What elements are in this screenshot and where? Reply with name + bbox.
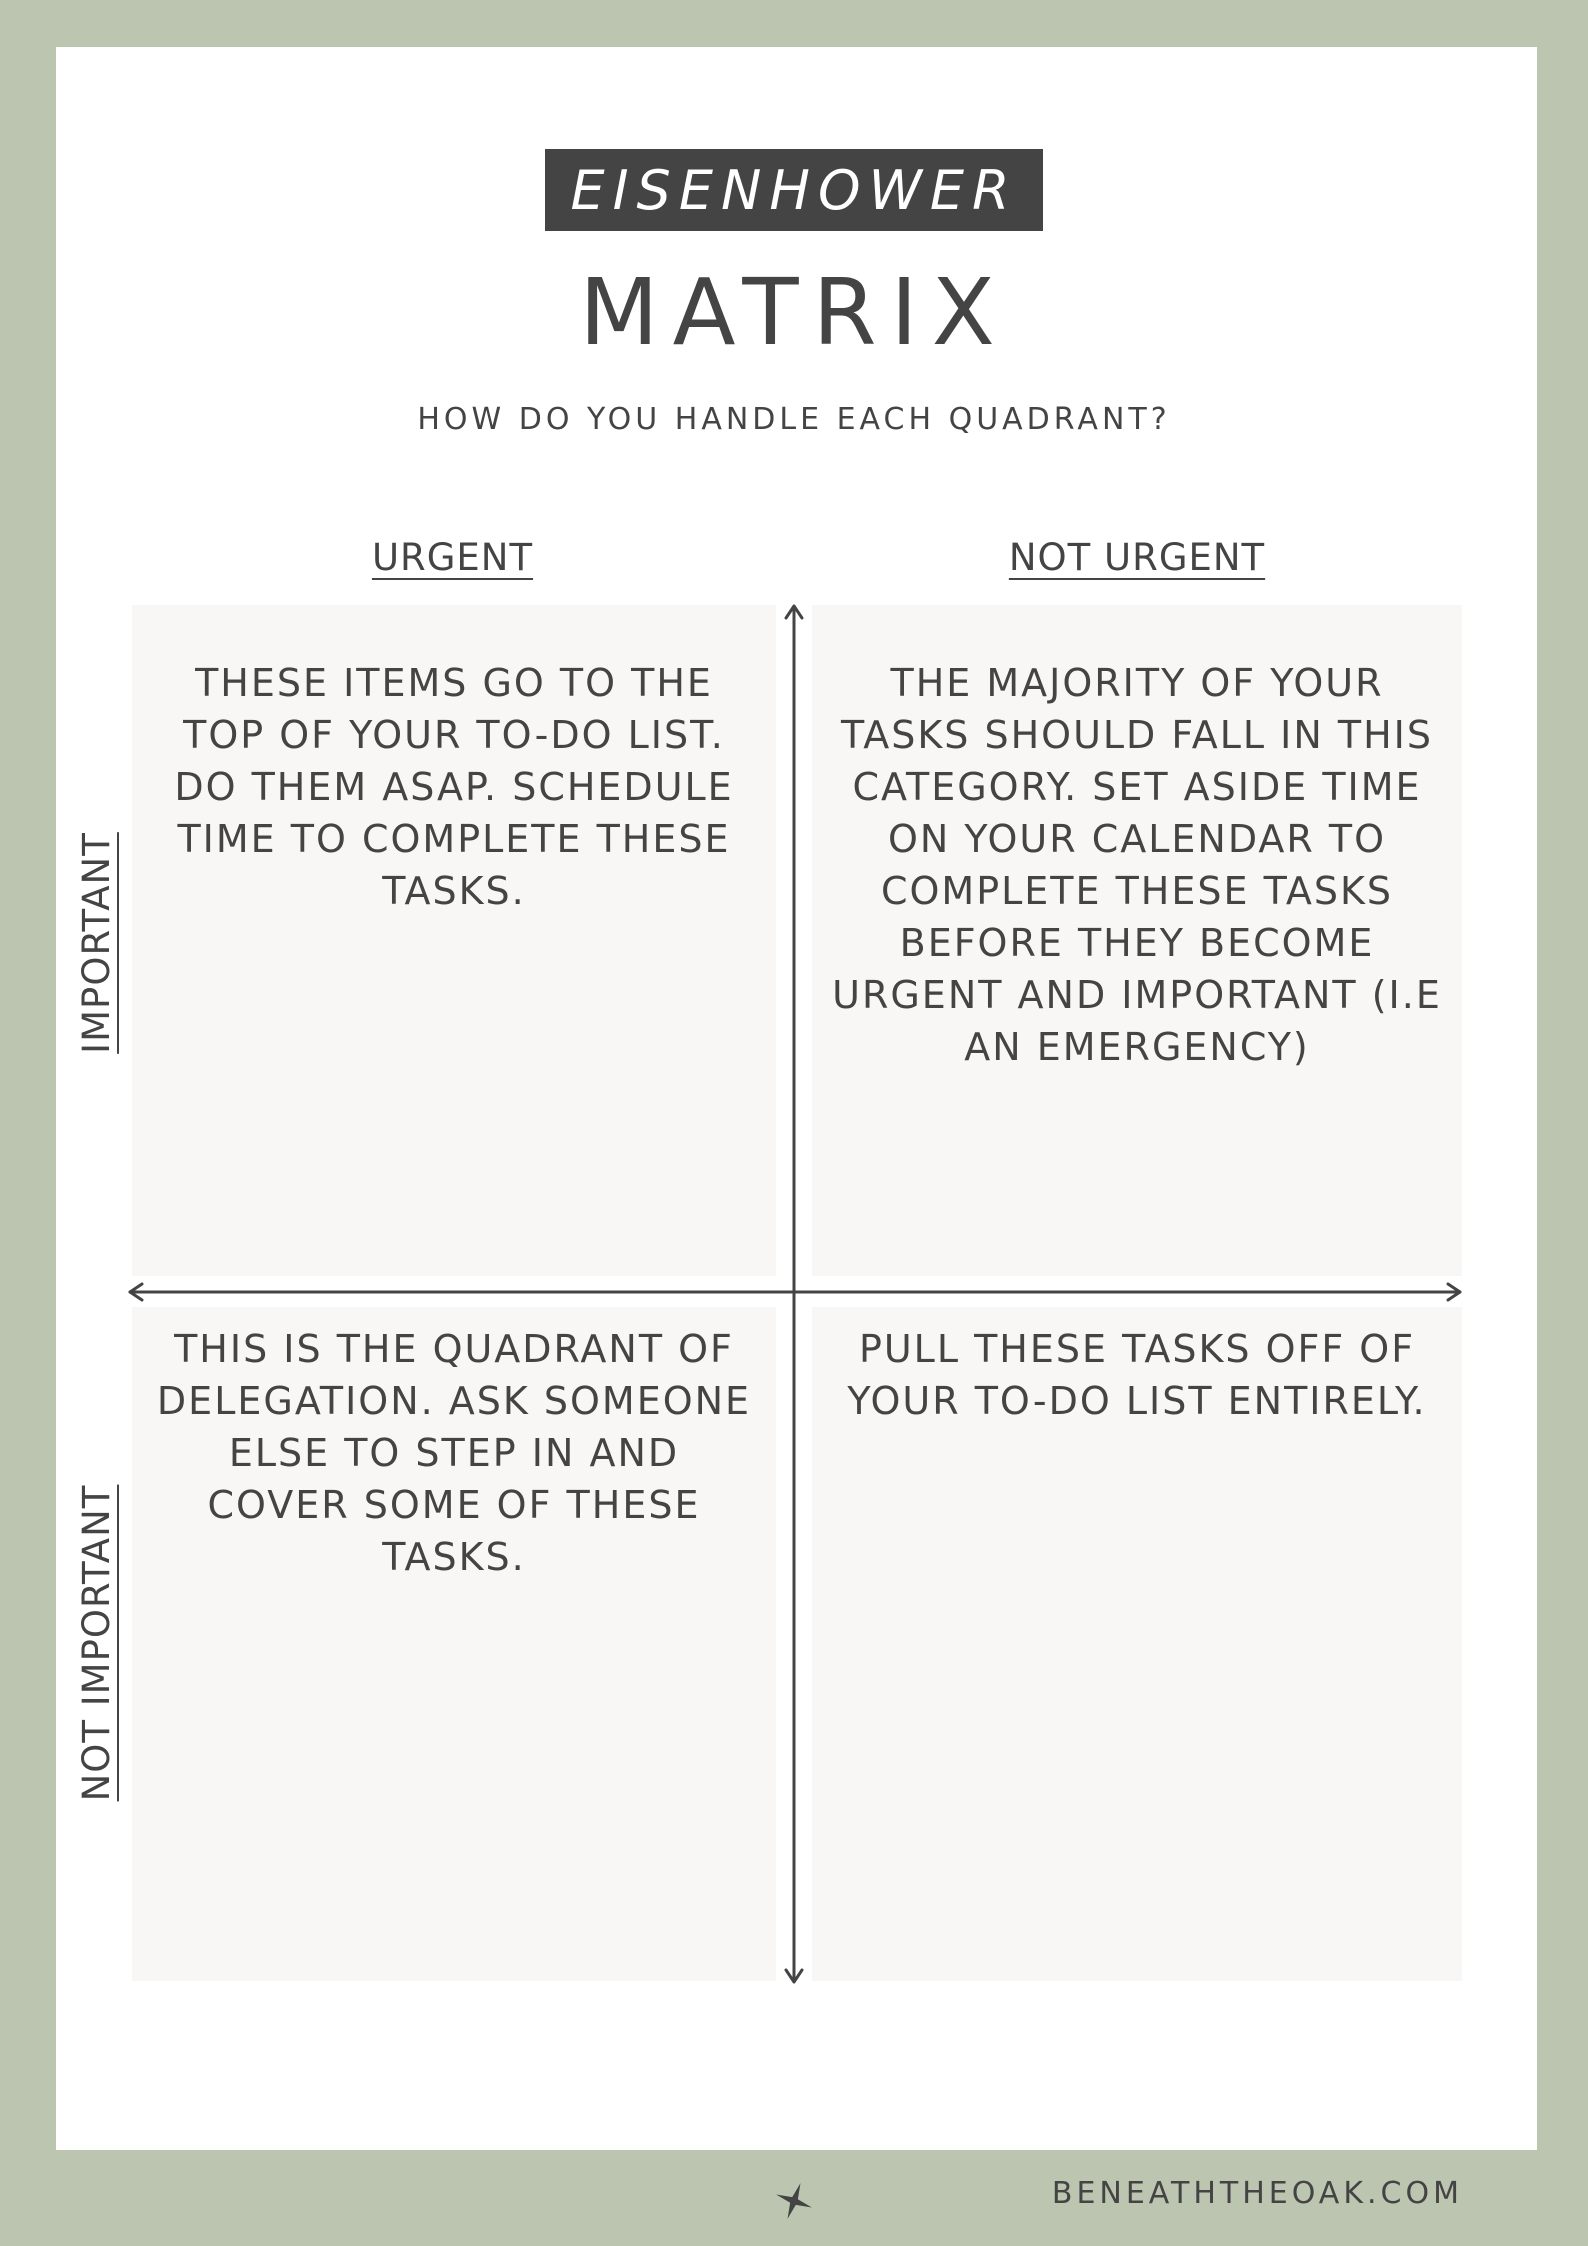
column-header-not-urgent: NOT URGENT: [1008, 536, 1266, 579]
row-header-important: IMPORTANT: [75, 832, 118, 1054]
quadrant-urgent-not-important: THIS IS THE QUADRANT OF DELEGATION. ASK SOMEONE ELSE TO STEP IN AND COVER SOME OF THESE TASKS.: [132, 1307, 776, 1981]
subtitle: HOW DO YOU HANDLE EACH QUADRANT?: [417, 402, 1171, 437]
row-header-not-important: NOT IMPORTANT: [75, 1484, 118, 1802]
quadrant-not-urgent-important: THE MAJORITY OF YOUR TASKS SHOULD FALL IN THIS CATEGORY. SET ASIDE TIME ON YOUR CALENDAR TO COMPLETE THESE TASKS BEFORE THEY BECOME URGENT AND IMPORTANT (I.E AN EMERGENCY): [812, 605, 1462, 1276]
title-line1: EISENHOWER: [570, 158, 1018, 222]
title-line2: MATRIX: [579, 259, 1009, 366]
quadrant-not-urgent-not-important: PULL THESE TASKS OFF OF YOUR TO-DO LIST ENTIRELY.: [812, 1307, 1462, 1981]
column-header-urgent: URGENT: [371, 536, 534, 579]
footer-website: BENEATHTHEOAK.COM: [1051, 2176, 1463, 2211]
quadrant-urgent-important: THESE ITEMS GO TO THE TOP OF YOUR TO-DO LIST. DO THEM ASAP. SCHEDULE TIME TO COMPLETE THESE TASKS.: [132, 605, 776, 1276]
four-point-star-icon: [773, 2180, 815, 2222]
